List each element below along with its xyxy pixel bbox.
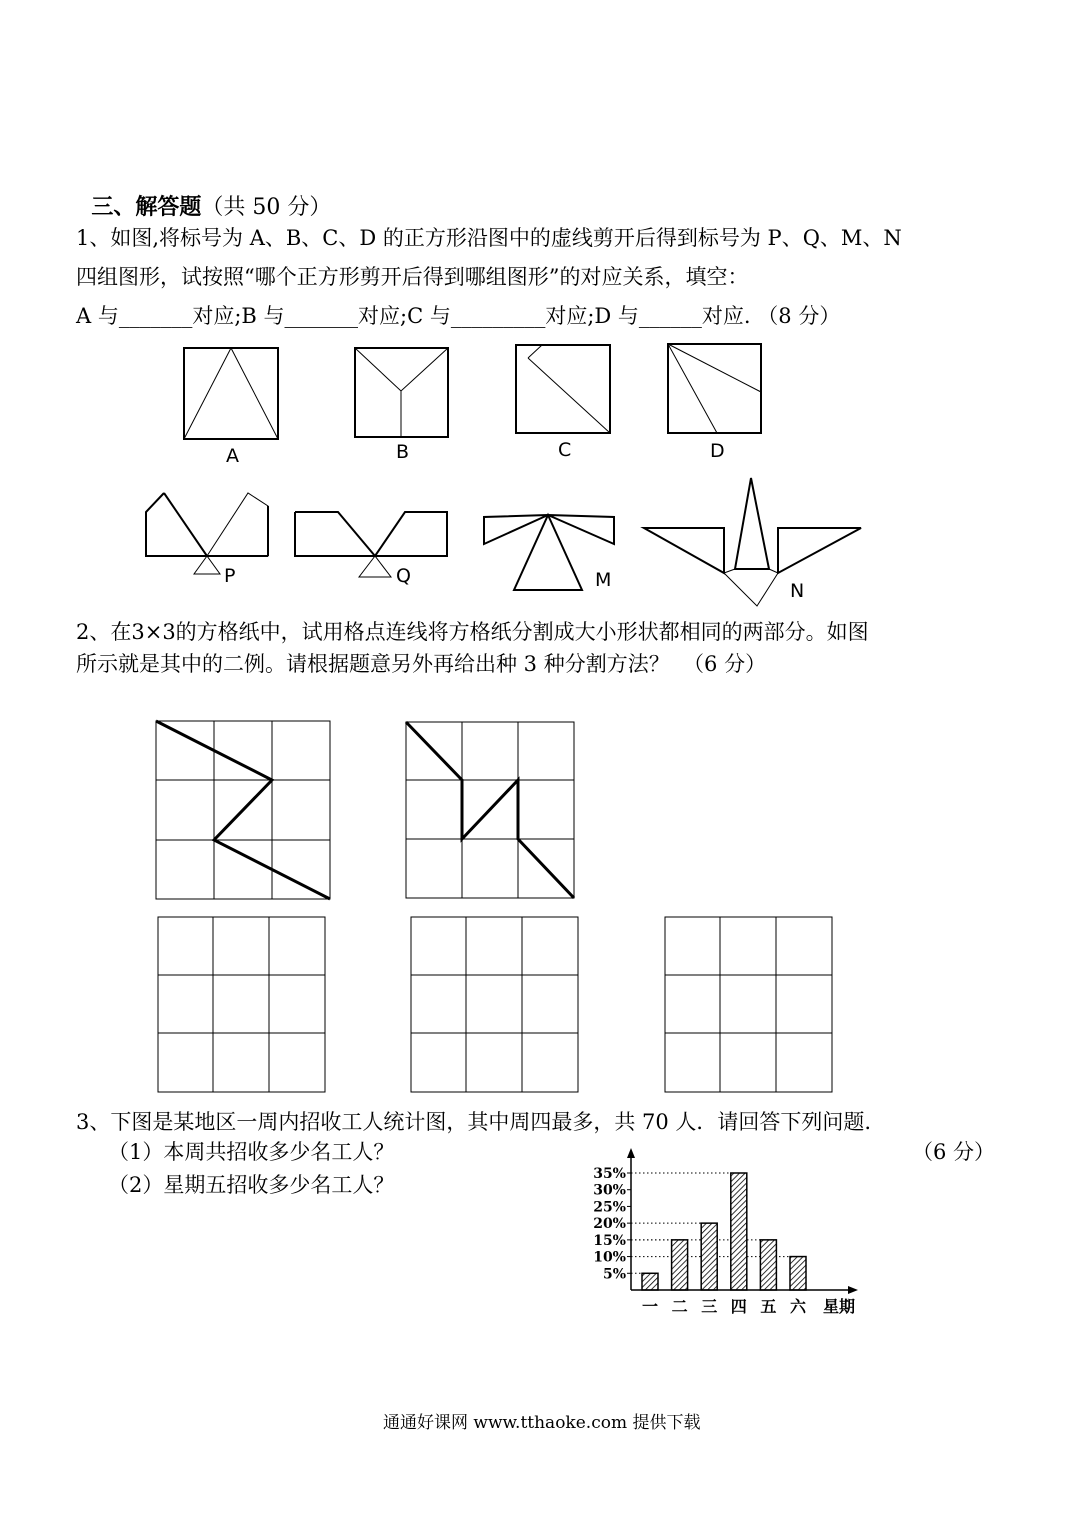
section-title: 三、解答题 [91, 194, 202, 220]
q2-line1: 2、在3×3的方格纸中，试用格点连线将方格纸分割成大小形状都相同的两部分。如图 [76, 620, 869, 644]
label-a: A [226, 445, 239, 467]
label-q: Q [396, 565, 411, 587]
q3-sub1: （1）本周共招收多少名工人？ [108, 1140, 395, 1164]
label-d: D [710, 440, 725, 462]
label-m: M [595, 569, 612, 591]
label-n: N [790, 580, 805, 602]
bar-4 [731, 1173, 747, 1290]
y-tick-label-7: 35% [593, 1166, 626, 1182]
x-tick-label-3: 三 [701, 1297, 718, 1316]
x-tick-label-1: 一 [641, 1297, 659, 1316]
section-score: （共 50 分） [201, 195, 332, 220]
x-tick-label-2: 二 [671, 1297, 688, 1316]
y-tick-label-4: 20% [593, 1216, 626, 1233]
q2-line2: 所示就是其中的二例。请根据题意另外再给出种 3 种分割方法？ （6 分） [76, 652, 767, 676]
label-p: P [224, 565, 236, 587]
q1-line1: 1、如图,将标号为 A、B、C、D 的正方形沿图中的虚线剪开后得到标号为 P、Q、M、N [76, 226, 902, 250]
y-axis-arrow [627, 1148, 635, 1158]
y-tick-label-5: 25% [593, 1199, 626, 1216]
x-axis-label: 星期 [823, 1297, 856, 1316]
x-axis-arrow [848, 1286, 858, 1294]
q3-line1: 3、下图是某地区一周内招收工人统计图，其中周四最多，共 70 人．请回答下列问题. [76, 1110, 872, 1134]
bar-5 [760, 1240, 776, 1290]
y-tick-label-6: 30% [593, 1182, 626, 1199]
bar-2 [672, 1240, 688, 1290]
x-tick-label-4: 四 [730, 1297, 747, 1316]
q3-score: （6 分） [912, 1140, 996, 1164]
x-tick-label-5: 五 [760, 1297, 777, 1316]
footer: 通通好课网 www.tthaoke.com 提供下载 [383, 1413, 701, 1433]
q1-line3: A 与_______对应;B 与_______对应;C 与_________对应;D 与______对应. （8 分） [76, 304, 841, 328]
bar-6 [790, 1257, 806, 1290]
label-c: C [558, 439, 572, 461]
q3-sub2: （2）星期五招收多少名工人？ [108, 1173, 395, 1197]
q1-line2: 四组图形，试按照“哪个正方形剪开后得到哪组图形”的对应关系，填空： [76, 265, 749, 289]
bar-1 [642, 1273, 658, 1290]
y-tick-label-3: 15% [593, 1232, 626, 1249]
label-b: B [396, 441, 410, 463]
bar-3 [701, 1223, 717, 1290]
y-tick-label-1: 5% [602, 1266, 626, 1283]
x-tick-label-6: 六 [789, 1297, 807, 1316]
y-tick-label-2: 10% [593, 1249, 626, 1266]
